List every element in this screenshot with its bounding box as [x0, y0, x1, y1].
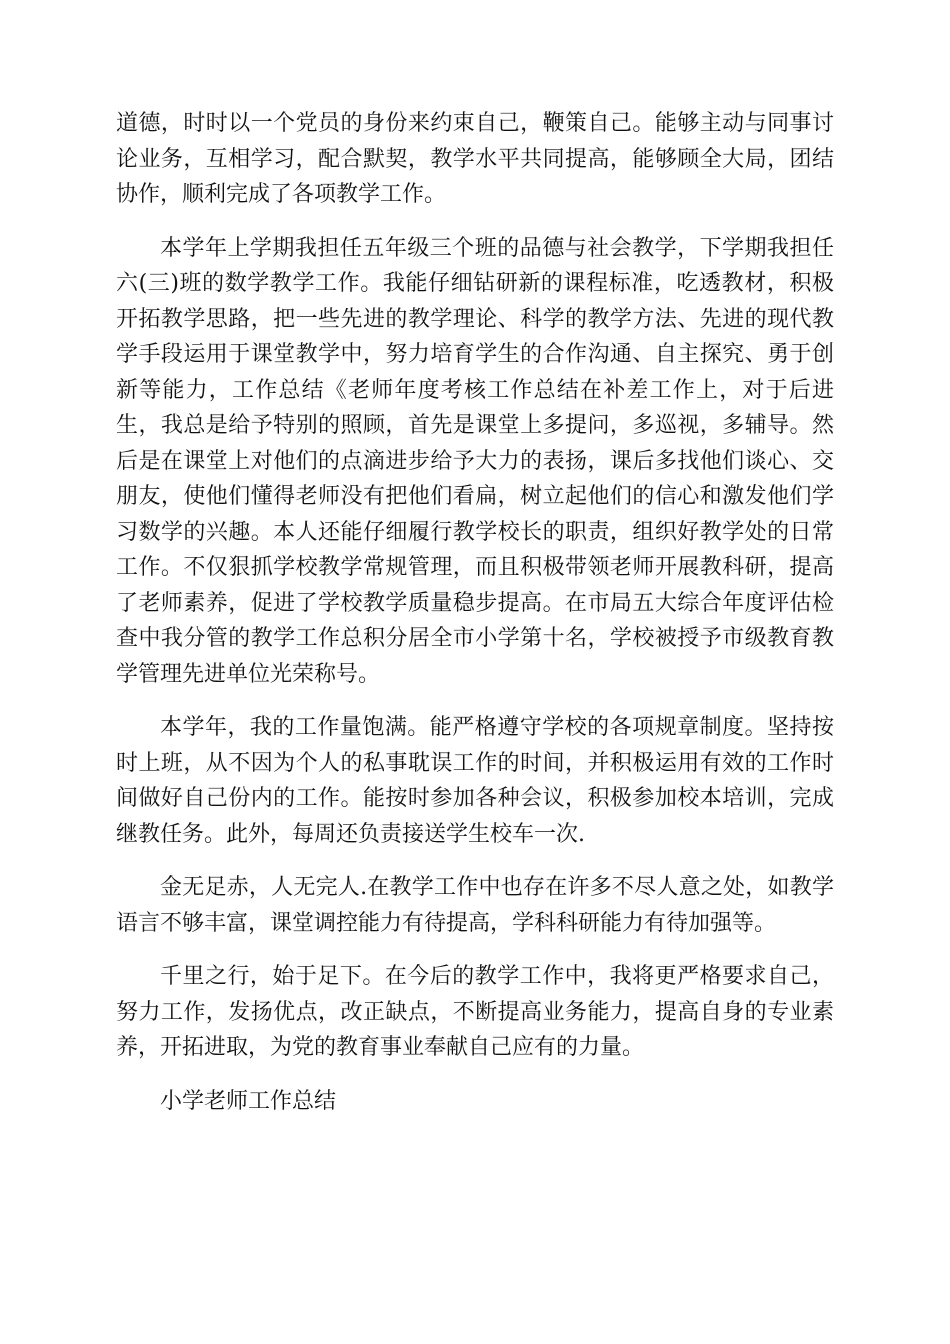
paragraph-1: 道德，时时以一个党员的身份来约束自己，鞭策自己。能够主动与同事讨论业务，互相学习，配合默契，教学水平共同提高，能够顾全大局，团结协作，顺利完成了各项教学工作。: [116, 111, 834, 207]
paragraph-5: 千里之行，始于足下。在今后的教学工作中，我将更严格要求自己，努力工作，发扬优点，改正缺点，不断提高业务能力，提高自身的专业素养，开拓进取，为党的教育事业奉献自己应有的力量。: [116, 964, 834, 1060]
section-heading: 小学老师工作总结: [160, 1088, 337, 1114]
paragraph-2: 本学年上学期我担任五年级三个班的品德与社会教学，下学期我担任六(三)班的数学教学工作。我能仔细钻研新的课程标准，吃透教材，积极开拓教学思路，把一些先进的教学理论、科学的教学方法、先进的现代教学手段运用于课堂教学中，努力培育学生的合作沟通、自主探究、勇于创新等能力，工作总结《老师年度考核工作总结在补差工作上，对于后进生，我总是给予特别的照顾，首先是课堂上多提问，多巡视，多辅导。然后是在课堂上对他们的点滴进步给予大力的表扬，课后多找他们谈心、交朋友，使他们懂得老师没有把他们看扁，树立起他们的信心和激发他们学习数学的兴趣。本人还能仔细履行教学校长的职责，组织好教学处的日常工作。不仅狠抓学校教学常规管理，而且积极带领老师开展教科研，提高了老师素养，促进了学校教学质量稳步提高。在市局五大综合年度评估检查中我分管的教学工作总积分居全市小学第十名，学校被授予市级教育教学管理先进单位光荣称号。: [116, 235, 834, 687]
document-body: [116, 106, 834, 1137]
paragraph-3: 本学年，我的工作量饱满。能严格遵守学校的各项规章制度。坚持按时上班，从不因为个人的私事耽误工作的时间，并积极运用有效的工作时间做好自己份内的工作。能按时参加各种会议，积极参加校本培训，完成继教任务。此外，每周还负责接送学生校车一次.: [116, 715, 834, 847]
paragraph-4: 金无足赤，人无完人.在教学工作中也存在许多不尽人意之处，如教学语言不够丰富，课堂调控能力有待提高，学科科研能力有待加强等。: [116, 875, 834, 936]
